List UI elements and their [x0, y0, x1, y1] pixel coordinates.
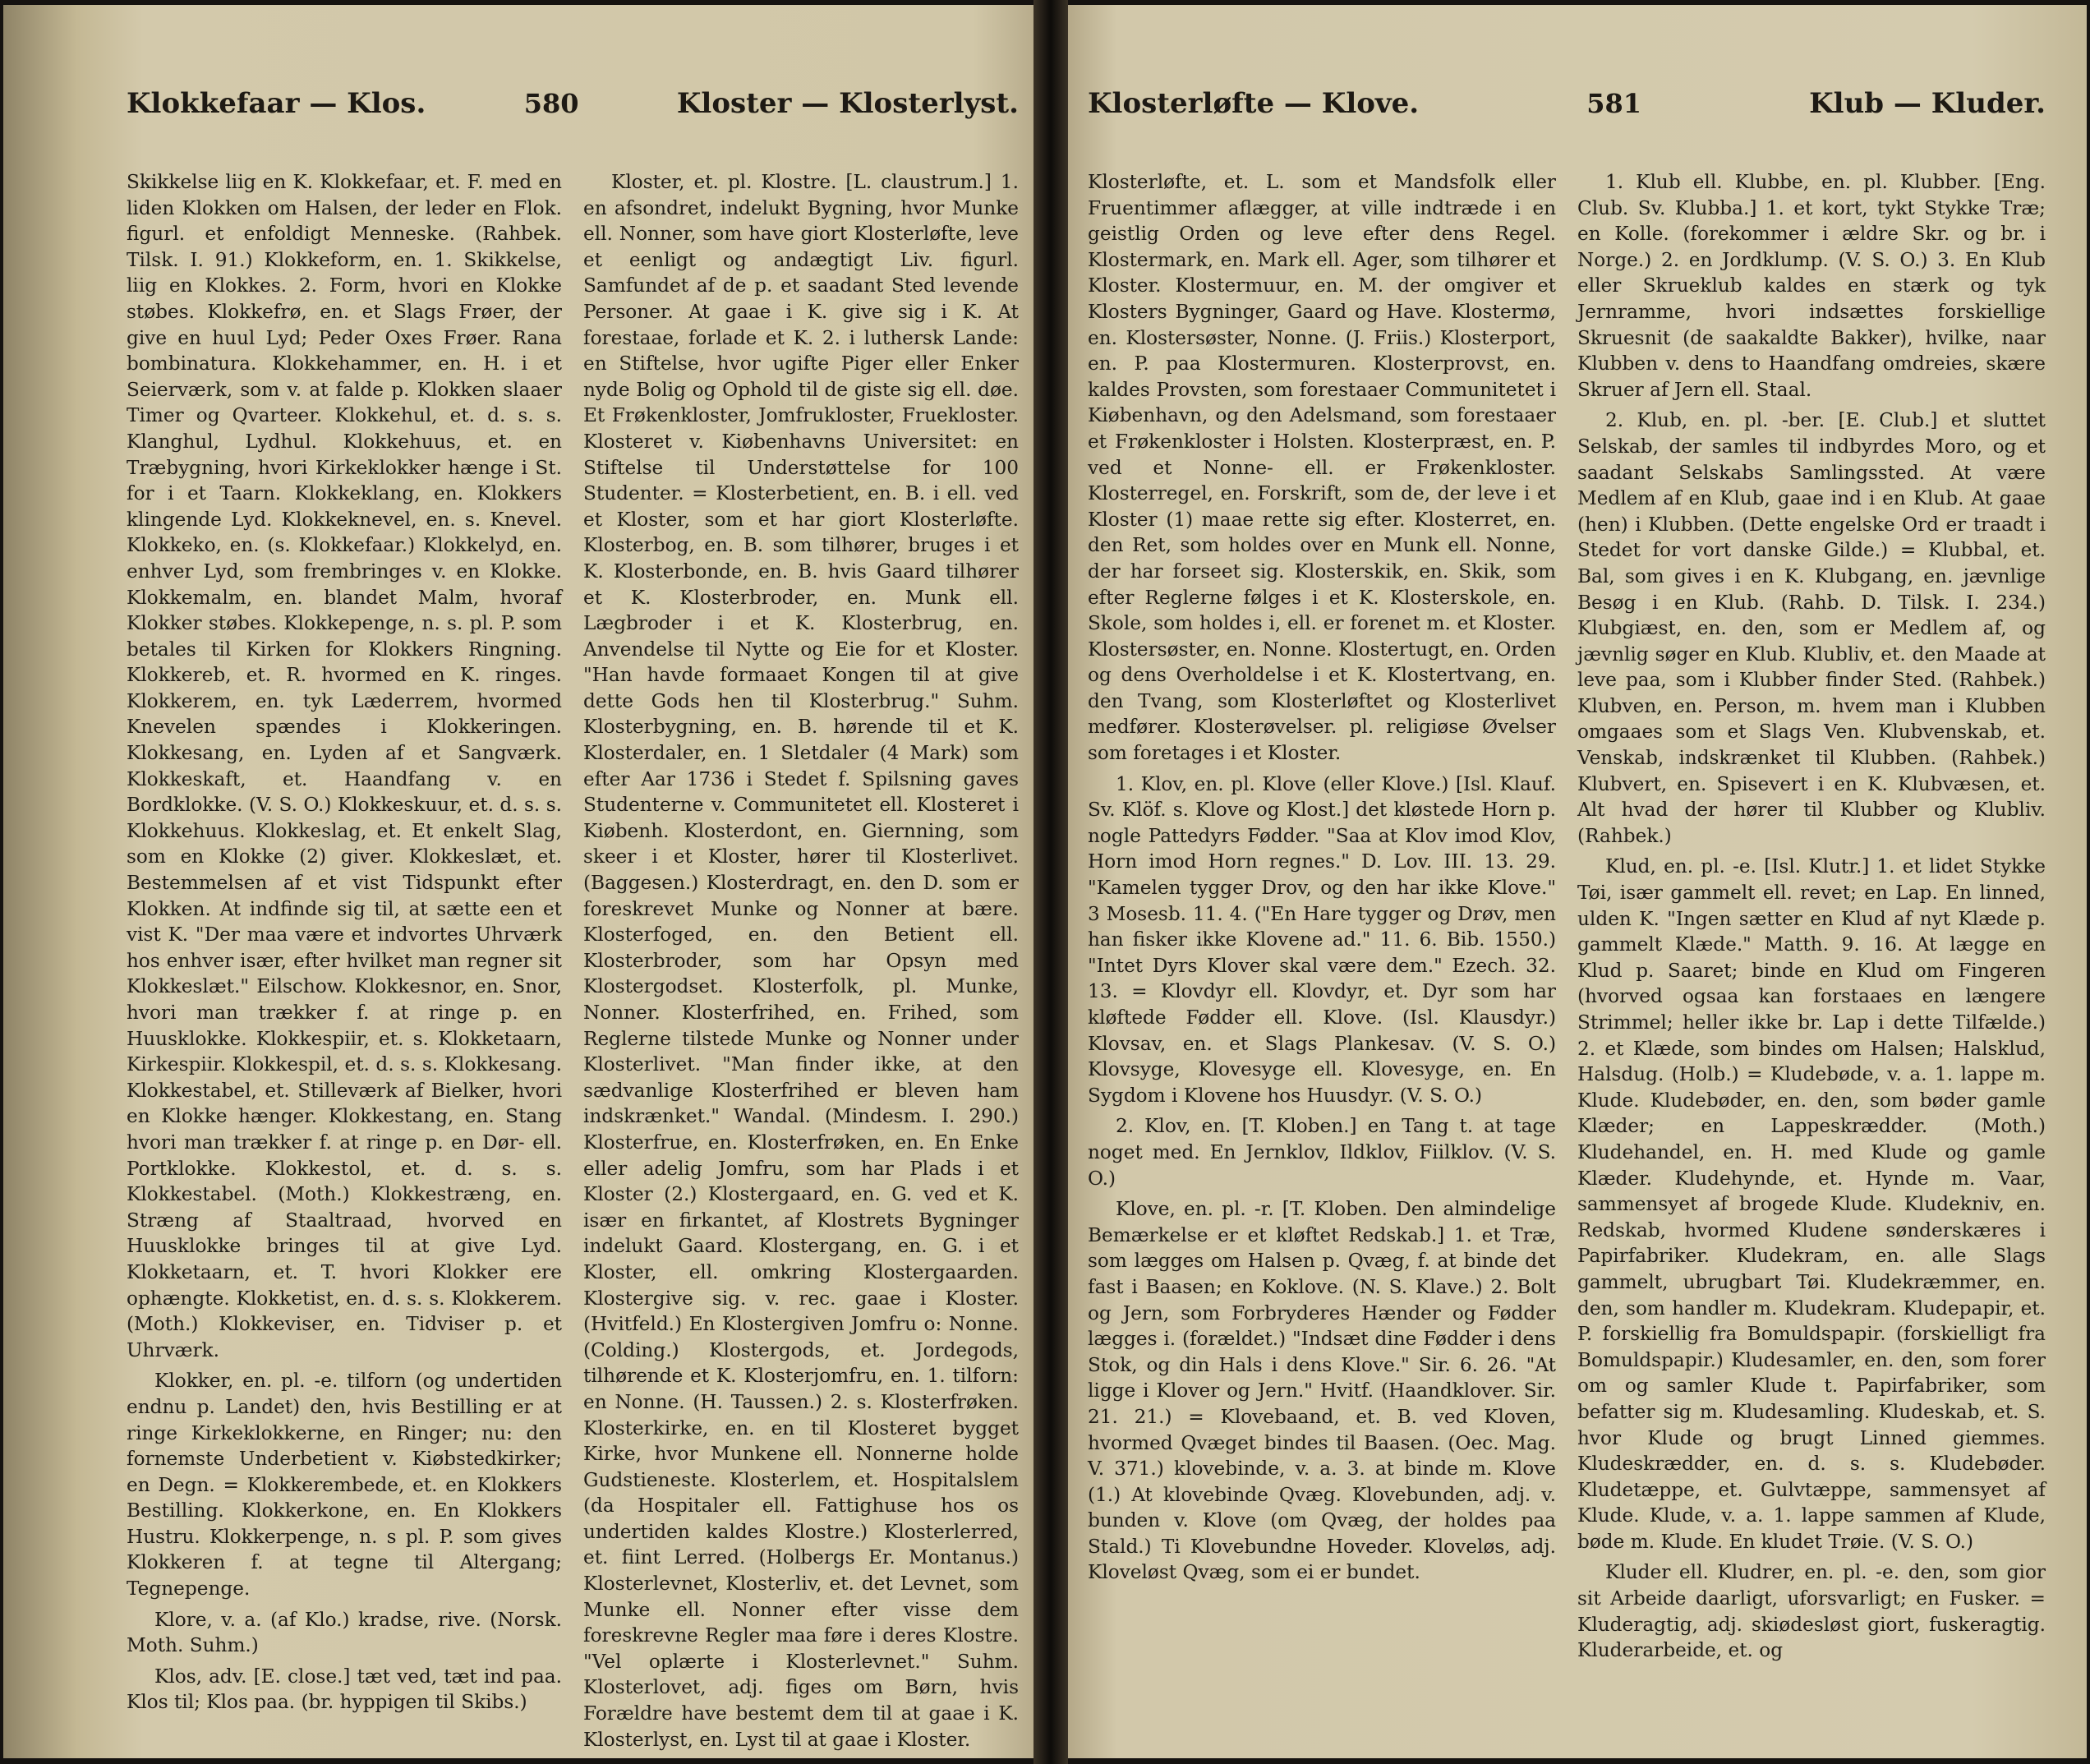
book-gutter: [1033, 0, 1068, 1764]
right-page-number: 581: [1586, 88, 1642, 119]
dictionary-entry: Klokker, en. pl. -e. tilforn (og undertiden endnu p. Landet) den, hvis Bestilling er at ringe Kirkeklokkerne, en Ringer; nu: den fornemste Underbetient v. Kiøbstedkirker; en Degn. = Klokkerembede, et. en Klokkers Bestilling. Klokkerkone, en. En Klokkers Hustru. Klokkerpenge, n. s pl. P. som gives Klokkeren f. at tegne til Altergang; Tegnepenge.: [127, 1370, 562, 1600]
left-header-left: Klokkefaar — Klos.: [127, 87, 426, 120]
left-column-1: [127, 169, 562, 1730]
dictionary-entry: Klove, en. pl. -r. [T. Kloben. Den almindelige Bemærkelse er et kløftet Redskab.] 1. et Træ, som lægges om Halsen p. Qvæg, f. at binde det fast i Baasen; en Koklove. (N. S. Klave.) 2. Bolt og Jern, som Forbryderes Hænder og Fødder lægges i. (forældet.) "Indsæt dine Fødder i dens Stok, og din Hals i dens Klove." Sir. 6. 26. "At ligge i Klover og Jern." Hvitf. (Haandklover. Sir. 21. 21.) = Klovebaand, et. B. ved Kloven, hvormed Qvæget bindes til Baasen. (Oec. Mag. V. 371.) klovebinde, v. a. 3. at binde m. Klove (1.) At klovebinde Qvæg. Klovebunden, adj. v. bunden v. Klove (om Qvæg, der holdes paa Stald.) Ti Klovebundne Hoveder. Kloveløs, adj. Kloveløst Qvæg, som ei er bundet.: [1088, 1198, 1556, 1584]
right-column-2: [1577, 169, 2046, 1747]
left-page-header: [127, 87, 1019, 136]
left-page: [3, 5, 1033, 1758]
dictionary-entry: 1. Klov, en. pl. Klove (eller Klove.) [Isl. Klauf. Sv. Klöf. s. Klove og Klost.] det kløstede Horn p. nogle Pattedyrs Fødder. "Saa at Klov imod Klov, Horn imod Horn regnes." D. Lov. III. 13. 29. "Kamelen tygger Drov, og den har ikke Klove." 3 Mosesb. 11. 4. ("En Hare tygger og Drøv, men han fisker ikke Klovene ad." 11. 6. Bib. 1550.) "Intet Dyrs Klover skal være dem." Ezech. 32. 13. = Klovdyr ell. Klovdyr, et. Dyr som har kløftede Fødder ell. Klove. (Isl. Klausdyr.) Klovsav, en. et Slags Plankesav. (V. S. O.) Klovsyge, Klovesyge ell. Klovesyge, en. En Sygdom i Klovene hos Huusdyr. (V. S. O.): [1088, 772, 1556, 1107]
dictionary-entry: Kluder ell. Kludrer, en. pl. -e. den, som gior sit Arbeide daarligt, uforsvarligt; en Fusker. = Kluderagtig, adj. skiødesløst giort, fuskeragtig. Kluderarbeide, et. og: [1577, 1561, 2046, 1662]
left-page-number: 580: [523, 88, 579, 119]
right-page: [1068, 5, 2087, 1758]
right-columns: [1088, 169, 2046, 1747]
left-column-2: [583, 169, 1019, 1751]
dictionary-entry: Klore, v. a. (af Klo.) kradse, rive. (Norsk. Moth. Suhm.): [127, 1608, 562, 1657]
dictionary-entry: 2. Klub, en. pl. -ber. [E. Club.] et sluttet Selskab, der samles til indbyrdes Moro, og et saadant Selskabs Samlingssted. At være Medlem af en Klub, gaae ind i en Klub. At gaae (hen) i Klubben. (Dette engelske Ord er traadt i Stedet for vort danske Gilde.) = Klubbal, et. Bal, som gives i en K. Klubgang, en. jævnlige Besøg i en Klub. (Rahb. D. Tilsk. I. 234.) Klubgiæst, en. den, som er Medlem af, og jævnlig søger en Klub. Klubliv, et. den Maade at leve paa, som i Klubber finder Sted. (Rahbek.) Klubven, en. Person, m. hvem man i Klubben omgaaes som et Slags Ven. Klubvenskab, et. Venskab, indskrænket til Klubben. (Rahbek.) Klubvert, en. Spisevert i en K. Klubvæsen, et. Alt hvad der hører til Klubber og Klubliv. (Rahbek.): [1577, 409, 2046, 847]
left-header-right: Kloster — Klosterlyst.: [676, 87, 1019, 120]
right-header-left: Klosterløfte — Klove.: [1088, 87, 1420, 120]
dictionary-entry: Skikkelse liig en K. Klokkefaar, et. F. med en liden Klokken om Halsen, der leder en Flok. figurl. et enfoldigt Menneske. (Rahbek. Tilsk. I. 91.) Klokkeform, en. 1. Skikkelse, liig en Klokkes. 2. Form, hvori en Klokke støbes. Klokkefrø, en. et Slags Frøer, der give en huul Lyd; Peder Oxes Frøer. Rana bombinatura. Klokkehammer, en. H. i et Seierværk, som v. at falde p. Klokken slaaer Timer og Qvarteer. Klokkehul, et. d. s. s. Klanghul, Lydhul. Klokkehuus, et. en Træbygning, hvori Kirkeklokker hænge i St. for i et Taarn. Klokkeklang, en. Klokkers klingende Lyd. Klokkeknevel, en. s. Knevel. Klokkeko, en. (s. Klokkefaar.) Klokkelyd, en. enhver Lyd, som frembringes v. en Klokke. Klokkemalm, en. blandet Malm, hvoraf Klokker støbes. Klokkepenge, n. s. pl. P. som betales til Kirken for Klokkers Ringning. Klokkereb, et. R. hvormed en K. ringes. Klokkerem, en. tyk Læderrem, hvormed Knevelen spændes i Klokkeringen. Klokkesang, en. Lyden af et Sangværk. Klokkeskaft, et. Haandfang v. en Bordklokke. (V. S. O.) Klokkeskuur, et. d. s. s. Klokkehuus. Klokkeslag, et. Et enkelt Slag, som en Klokke (2) giver. Klokkeslæt, et. Bestemmelsen af et vist Tidspunkt efter Klokken. At indfinde sig til, at sætte een et vist K. "Der maa være et indvortes Uhrværk hos enhver især, efter hvilket man regner sit Klokkeslæt." Eilschow. Klokkesnor, en. Snor, hvori man trækker f. at ringe p. en Huusklokke. Klokkespiir, et. s. Klokketaarn, Kirkespiir. Klokkespil, et. d. s. s. Klokkesang. Klokkestabel, et. Stilleværk af Bielker, hvori en Klokke hænger. Klokkestang, en. Stang hvori man trækker f. at ringe p. en Dør- ell. Portklokke. Klokkestol, et. d. s. s. Klokkestabel. (Moth.) Klokkestræng, en. Stræng af Staaltraad, hvorved en Huusklokke bringes til at give Lyd. Klokketaarn, et. T. hvori Klokker ere ophængte. Klokketist, en. d. s. s. Klokkerem. (Moth.) Klokkeviser, en. Tidviser p. et Uhrværk.: [127, 171, 562, 1361]
dictionary-entry: Klosterløfte, et. L. som et Mandsfolk eller Fruentimmer aflægger, at ville indtræde i en geistlig Orden og leve efter dens Regel. Klostermark, en. Mark ell. Ager, som tilhører et Kloster. Klostermuur, en. M. der omgiver et Klosters Bygninger, Gaard og Have. Klostermø, en. Klostersøster, Nonne. (J. Friis.) Klosterport, en. P. paa Klostermuren. Klosterprovst, en. kaldes Provsten, som forestaaer Communitetet i Kiøbenhavn, og den Adelsmand, som forestaaer et Frøkenkloster i Holsten. Klosterpræst, en. P. ved et Nonne- ell. er Frøkenkloster. Klosterregel, en. Forskrift, som de, der leve i et Kloster (1) maae rette sig efter. Klosterret, en. den Ret, som holdes over en Munk ell. Nonne, der har forseet sig. Klosterskik, en. Skik, som efter Reglerne følges i et K. Klosterskole, en. Skole, som holdes i, ell. er forenet m. et Kloster. Klostersøster, en. Nonne. Klostertugt, en. Orden og dens Overholdelse i et K. Klostertvang, en. den Tvang, som Klosterløftet og Klosterlivet medfører. Klosterøvelser. pl. religiøse Øvelser som foretages i et Kloster.: [1088, 171, 1556, 765]
dictionary-entry: 2. Klov, en. [T. Kloben.] en Tang t. at tage noget med. En Jernklov, Ildklov, Fiilklov. (V. S. O.): [1088, 1115, 1556, 1190]
dictionary-entry: Kloster, et. pl. Klostre. [L. claustrum.] 1. en afsondret, indelukt Bygning, hvor Munke ell. Nonner, som have giort Klosterløfte, leve et eenligt og andægtigt Liv. figurl. Samfundet af de p. et saadant Sted levende Personer. At gaae i K. give sig i K. At forestaae, forlade et K. 2. i luthersk Lande: en Stiftelse, hvor ugifte Piger eller Enker nyde Bolig og Ophold til de giste sig ell. døe. Et Frøkenkloster, Jomfrukloster, Fruekloster. Klosteret v. Kiøbenhavns Universitet: en Stiftelse til Understøttelse for 100 Studenter. = Klosterbetient, en. B. i ell. ved et Kloster, som et har giort Klosterløfte. Klosterbog, en. B. som tilhører, bruges i et K. Klosterbonde, en. B. hvis Gaard tilhører et K. Klosterbroder, en. Munk ell. Lægbroder i et K. Klosterbrug, en. Anvendelse til Nytte og Eie for et Kloster. "Han havde formaaet Kongen til at give dette Gods hen til Klosterbrug." Suhm. Klosterbygning, en. B. hørende til et K. Klosterdaler, en. 1 Sletdaler (4 Mark) som efter Aar 1736 i Stedet f. Spilsning gaves Studenterne v. Communitetet ell. Klosteret i Kiøbenh. Klosterdont, en. Giernning, som skeer i et Kloster, hører til Klosterlivet. (Baggesen.) Klosterdragt, en. den D. som er foreskrevet Munke og Nonner at bære. Klosterfoged, en. den Betient ell. Klosterbroder, som har Opsyn med Klostergodset. Klosterfolk, pl. Munke, Nonner. Klosterfrihed, en. Frihed, som Reglerne tilstede Munke og Nonner under Klosterlivet. "Man finder ikke, at den sædvanlige Klosterfrihed er bleven ham indskrænket." Wandal. (Mindesm. I. 290.) Klosterfrue, en. Klosterfrøken, en. En Enke eller adelig Jomfru, som har Plads i et Kloster (2.) Klostergaard, en. G. ved et K. især en firkantet, af Klostrets Bygninger indelukt Gaard. Klostergang, en. G. i et Kloster, ell. omkring Klostergaarden. Klostergive sig. v. rec. gaae i Kloster. (Hvitfeld.) En Klostergiven Jomfru o: Nonne. (Colding.) Klostergods, et. Jordegods, tilhørende et K. Klosterjomfru, en. 1. tilforn: en Nonne. (H. Taussen.) 2. s. Klosterfrøken. Klosterkirke, en. en til Klosteret bygget Kirke, hvor Munkene ell. Nonnerne holde Gudstieneste. Klosterlem, et. Hospitalslem (da Hospitaler ell. Fattighuse hos os undertiden kaldes Klostre.) Klosterlerred, et. fiint Lerred. (Holbergs Er. Montanus.) Klosterlevnet, Klosterliv, et. det Levnet, som Munke ell. Nonner efter visse dem foreskrevne Regler maa føre i deres Klostre. "Vel oplærte i Klosterlevnet." Suhm. Klosterlovet, adj. figes om Børn, hvis Forældre have bestemt dem til at gaae i K. Klosterlyst, en. Lyst til at gaae i Kloster.: [583, 171, 1019, 1751]
right-page-header: [1088, 87, 2046, 136]
dictionary-entry: Klos, adv. [E. close.] tæt ved, tæt ind paa. Klos til; Klos paa. (br. hyppigen til Skibs.): [127, 1665, 562, 1714]
left-columns: [127, 169, 1019, 1751]
right-column-1: [1088, 169, 1556, 1747]
dictionary-entry: Klud, en. pl. -e. [Isl. Klutr.] 1. et lidet Stykke Tøi, især gammelt ell. revet; en Lap. En linned, ulden K. "Ingen sætter en Klud af nyt Klæde p. gammelt Klæde." Matth. 9. 16. At lægge en Klud p. Saaret; binde en Klud om Fingeren (hvorved ogsaa kan forstaaes en længere Strimmel; heller ikke br. Lap i dette Tilfælde.) 2. et Klæde, som bindes om Halsen; Halsklud, Halsdug. (Holb.) = Kludebøde, v. a. 1. lappe m. Klude. Kludebøder, en. den, som bøder gamle Klæder; en Lappeskrædder. (Moth.) Kludehandel, en. H. med Klude og gamle Klæder. Kludehynde, et. Hynde m. Vaar, sammensyet af brogede Klude. Kludekniv, en. Redskab, hvormed Kludene sønderskæres i Papirfabriker. Kludekram, en. alle Slags gammelt, ubrugbart Tøi. Kludekræmmer, en. den, som handler m. Kludekram. Kludepapir, et. P. forskiellig fra Bomuldspapir. (forskielligt fra Bomuldspapir.) Kludesamler, en. den, som forer om og samler Klude t. Papirfabriker, som befatter sig m. Kludesamling. Kludeskab, et. S. hvor Klude og brugt Linned giemmes. Kludeskrædder, en. d. s. s. Kludebøder. Kludetæppe, et. Gulvtæppe, sammensyet af Klude. Klude, v. a. 1. lappe sammen af Klude, bøde m. Klude. En kludet Trøie. (V. S. O.): [1577, 855, 2046, 1553]
right-header-right: Klub — Kluder.: [1809, 87, 2046, 120]
dictionary-entry: 1. Klub ell. Klubbe, en. pl. Klubber. [Eng. Club. Sv. Klubba.] 1. et kort, tykt Stykke Træ; en Kolle. (forekommer i ældre Skr. og br. i Norge.) 2. en Jordklump. (V. S. O.) 3. En Klub eller Skrueklub kaldes en stærk og tyk Jernramme, hvori indsættes forskiellige Skruesnit (de saakaldte Bakker), hvilke, naar Klubben v. dens to Haandfang omdreies, skære Skruer af Jern ell. Staal.: [1577, 171, 2046, 401]
